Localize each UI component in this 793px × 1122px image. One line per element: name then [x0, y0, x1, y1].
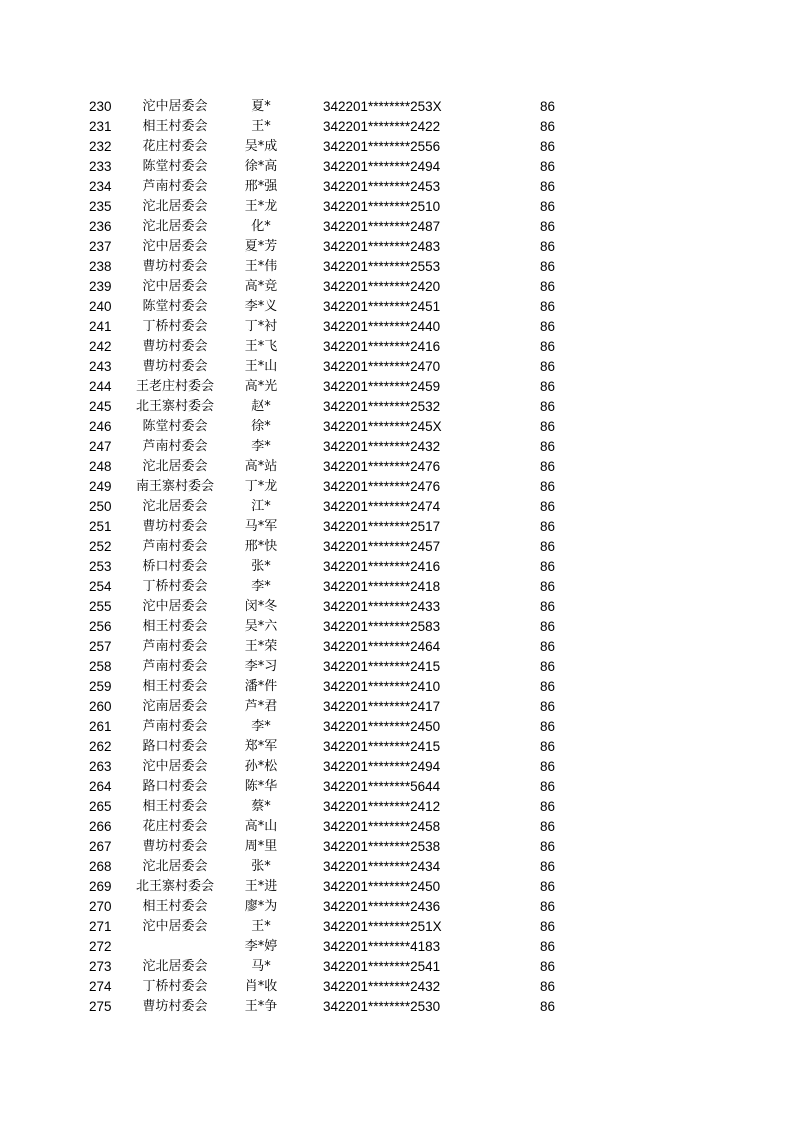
village-cell: 北王寨村委会: [135, 399, 214, 414]
village-cell: 曹坊村委会: [142, 359, 208, 374]
score-cell: 86: [540, 599, 556, 614]
row-number: 237: [89, 239, 112, 254]
village-cell: 花庄村委会: [142, 819, 208, 834]
village-cell: 曹坊村委会: [142, 519, 208, 534]
name-cell: 徐*高: [244, 159, 278, 174]
village-cell: 芦南村委会: [142, 659, 208, 674]
row-number: 265: [89, 799, 112, 814]
village-cell: 沱中居委会: [142, 599, 208, 614]
name-cell: 邢*强: [244, 179, 278, 194]
village-cell: 丁桥村委会: [142, 579, 208, 594]
table-row: [0, 817, 793, 837]
row-number: 270: [89, 899, 112, 914]
id-number-cell: 342201********2440: [323, 319, 441, 334]
score-cell: 86: [540, 999, 556, 1014]
name-cell: 化*: [251, 219, 271, 234]
score-cell: 86: [540, 219, 556, 234]
id-number-cell: 342201********2422: [323, 119, 441, 134]
name-cell: 丁*衬: [244, 319, 278, 334]
score-cell: 86: [540, 759, 556, 774]
name-cell: 李*习: [244, 659, 278, 674]
name-cell: 张*: [251, 859, 271, 874]
name-cell: 王*: [251, 919, 271, 934]
village-cell: 沱中居委会: [142, 279, 208, 294]
id-number-cell: 342201********2474: [323, 499, 441, 514]
table-row: [0, 317, 793, 337]
row-number: 272: [89, 939, 112, 954]
score-cell: 86: [540, 699, 556, 714]
id-number-cell: 342201********2433: [323, 599, 441, 614]
name-cell: 周*里: [244, 839, 278, 854]
id-number-cell: 342201********2432: [323, 439, 441, 454]
id-number-cell: 342201********2451: [323, 299, 441, 314]
village-cell: 王老庄村委会: [135, 379, 214, 394]
score-cell: 86: [540, 199, 556, 214]
village-cell: 芦南村委会: [142, 639, 208, 654]
table-row: [0, 697, 793, 717]
id-number-cell: 342201********2458: [323, 819, 441, 834]
name-cell: 赵*: [251, 399, 271, 414]
roster-table: [0, 97, 793, 1017]
row-number: 258: [89, 659, 112, 674]
id-number-cell: 342201********2470: [323, 359, 441, 374]
table-row: [0, 117, 793, 137]
name-cell: 芦*君: [244, 699, 278, 714]
name-cell: 李*婷: [244, 939, 278, 954]
score-cell: 86: [540, 879, 556, 894]
table-row: [0, 557, 793, 577]
name-cell: 肖*收: [244, 979, 278, 994]
village-cell: 路口村委会: [142, 739, 208, 754]
score-cell: 86: [540, 639, 556, 654]
row-number: 262: [89, 739, 112, 754]
score-cell: 86: [540, 739, 556, 754]
row-number: 249: [89, 479, 112, 494]
score-cell: 86: [540, 679, 556, 694]
village-cell: 沱中居委会: [142, 759, 208, 774]
name-cell: 李*: [251, 439, 271, 454]
row-number: 233: [89, 159, 112, 174]
id-number-cell: 342201********2410: [323, 679, 441, 694]
id-number-cell: 342201********253X: [323, 99, 442, 114]
village-cell: 相王村委会: [142, 619, 208, 634]
village-cell: 相王村委会: [142, 899, 208, 914]
table-row: [0, 137, 793, 157]
score-cell: 86: [540, 439, 556, 454]
id-number-cell: 342201********2415: [323, 659, 441, 674]
village-cell: 沱南居委会: [142, 699, 208, 714]
score-cell: 86: [540, 919, 556, 934]
table-row: [0, 477, 793, 497]
id-number-cell: 342201********2450: [323, 879, 441, 894]
row-number: 257: [89, 639, 112, 654]
village-cell: 桥口村委会: [142, 559, 208, 574]
row-number: 243: [89, 359, 112, 374]
table-row: [0, 97, 793, 117]
name-cell: 陈*华: [244, 779, 278, 794]
score-cell: 86: [540, 979, 556, 994]
id-number-cell: 342201********2532: [323, 399, 441, 414]
table-row: [0, 717, 793, 737]
table-row: [0, 897, 793, 917]
id-number-cell: 342201********2494: [323, 159, 441, 174]
row-number: 244: [89, 379, 112, 394]
row-number: 242: [89, 339, 112, 354]
name-cell: 高*山: [244, 819, 278, 834]
row-number: 245: [89, 399, 112, 414]
village-cell: 曹坊村委会: [142, 839, 208, 854]
table-row: [0, 377, 793, 397]
row-number: 230: [89, 99, 112, 114]
table-row: [0, 657, 793, 677]
row-number: 251: [89, 519, 112, 534]
village-cell: 沱北居委会: [142, 499, 208, 514]
name-cell: 江*: [251, 499, 271, 514]
table-row: [0, 757, 793, 777]
id-number-cell: 342201********2483: [323, 239, 441, 254]
name-cell: 王*飞: [244, 339, 278, 354]
row-number: 261: [89, 719, 112, 734]
name-cell: 孙*松: [244, 759, 278, 774]
village-cell: 芦南村委会: [142, 539, 208, 554]
name-cell: 高*站: [244, 459, 278, 474]
id-number-cell: 342201********2541: [323, 959, 441, 974]
table-row: [0, 277, 793, 297]
row-number: 255: [89, 599, 112, 614]
table-row: [0, 997, 793, 1017]
score-cell: 86: [540, 619, 556, 634]
name-cell: 王*龙: [244, 199, 278, 214]
village-cell: 沱北居委会: [142, 219, 208, 234]
village-cell: 沱北居委会: [142, 199, 208, 214]
row-number: 241: [89, 319, 112, 334]
id-number-cell: 342201********2556: [323, 139, 441, 154]
village-cell: 曹坊村委会: [142, 259, 208, 274]
name-cell: 王*: [251, 119, 271, 134]
table-row: [0, 737, 793, 757]
table-row: [0, 357, 793, 377]
row-number: 250: [89, 499, 112, 514]
id-number-cell: 342201********2432: [323, 979, 441, 994]
village-cell: 芦南村委会: [142, 719, 208, 734]
id-number-cell: 342201********2434: [323, 859, 441, 874]
id-number-cell: 342201********2517: [323, 519, 441, 534]
table-row: [0, 197, 793, 217]
name-cell: 徐*: [251, 419, 271, 434]
id-number-cell: 342201********2416: [323, 339, 441, 354]
village-cell: 北王寨村委会: [135, 879, 214, 894]
score-cell: 86: [540, 939, 556, 954]
name-cell: 廖*为: [244, 899, 278, 914]
score-cell: 86: [540, 559, 556, 574]
village-cell: 丁桥村委会: [142, 319, 208, 334]
row-number: 235: [89, 199, 112, 214]
row-number: 273: [89, 959, 112, 974]
table-row: [0, 237, 793, 257]
name-cell: 王*争: [244, 999, 278, 1014]
id-number-cell: 342201********2476: [323, 459, 441, 474]
id-number-cell: 342201********4183: [323, 939, 441, 954]
table-row: [0, 837, 793, 857]
score-cell: 86: [540, 319, 556, 334]
table-row: [0, 177, 793, 197]
score-cell: 86: [540, 959, 556, 974]
table-row: [0, 437, 793, 457]
row-number: 259: [89, 679, 112, 694]
row-number: 264: [89, 779, 112, 794]
table-row: [0, 917, 793, 937]
id-number-cell: 342201********2464: [323, 639, 441, 654]
table-row: [0, 457, 793, 477]
score-cell: 86: [540, 659, 556, 674]
name-cell: 郑*军: [244, 739, 278, 754]
row-number: 231: [89, 119, 112, 134]
score-cell: 86: [540, 339, 556, 354]
row-number: 256: [89, 619, 112, 634]
village-cell: 沱北居委会: [142, 959, 208, 974]
row-number: 248: [89, 459, 112, 474]
row-number: 246: [89, 419, 112, 434]
table-row: [0, 957, 793, 977]
table-row: [0, 157, 793, 177]
table-row: [0, 777, 793, 797]
row-number: 254: [89, 579, 112, 594]
village-cell: 沱中居委会: [142, 239, 208, 254]
village-cell: 曹坊村委会: [142, 999, 208, 1014]
table-row: [0, 397, 793, 417]
row-number: 275: [89, 999, 112, 1014]
score-cell: 86: [540, 239, 556, 254]
score-cell: 86: [540, 839, 556, 854]
score-cell: 86: [540, 259, 556, 274]
id-number-cell: 342201********2530: [323, 999, 441, 1014]
row-number: 238: [89, 259, 112, 274]
row-number: 263: [89, 759, 112, 774]
id-number-cell: 342201********2583: [323, 619, 441, 634]
village-cell: 花庄村委会: [142, 139, 208, 154]
table-row: [0, 937, 793, 957]
name-cell: 潘*件: [244, 679, 278, 694]
id-number-cell: 342201********2553: [323, 259, 441, 274]
row-number: 266: [89, 819, 112, 834]
row-number: 239: [89, 279, 112, 294]
row-number: 269: [89, 879, 112, 894]
table-row: [0, 597, 793, 617]
row-number: 232: [89, 139, 112, 154]
score-cell: 86: [540, 519, 556, 534]
name-cell: 夏*: [251, 99, 271, 114]
table-row: [0, 637, 793, 657]
name-cell: 吴*成: [244, 139, 278, 154]
name-cell: 马*军: [244, 519, 278, 534]
table-row: [0, 297, 793, 317]
id-number-cell: 342201********2510: [323, 199, 441, 214]
row-number: 252: [89, 539, 112, 554]
row-number: 268: [89, 859, 112, 874]
id-number-cell: 342201********2453: [323, 179, 441, 194]
score-cell: 86: [540, 279, 556, 294]
score-cell: 86: [540, 379, 556, 394]
name-cell: 王*伟: [244, 259, 278, 274]
village-cell: 相王村委会: [142, 799, 208, 814]
score-cell: 86: [540, 299, 556, 314]
row-number: 236: [89, 219, 112, 234]
row-number: 271: [89, 919, 112, 934]
score-cell: 86: [540, 819, 556, 834]
table-row: [0, 977, 793, 997]
score-cell: 86: [540, 899, 556, 914]
name-cell: 王*山: [244, 359, 278, 374]
score-cell: 86: [540, 119, 556, 134]
score-cell: 86: [540, 719, 556, 734]
table-row: [0, 617, 793, 637]
id-number-cell: 342201********2494: [323, 759, 441, 774]
score-cell: 86: [540, 159, 556, 174]
score-cell: 86: [540, 859, 556, 874]
name-cell: 李*: [251, 579, 271, 594]
table-row: [0, 517, 793, 537]
id-number-cell: 342201********2450: [323, 719, 441, 734]
village-cell: 沱北居委会: [142, 459, 208, 474]
village-cell: 陈堂村委会: [142, 419, 208, 434]
name-cell: 马*: [251, 959, 271, 974]
village-cell: 沱北居委会: [142, 859, 208, 874]
table-row: [0, 797, 793, 817]
village-cell: 芦南村委会: [142, 439, 208, 454]
village-cell: 曹坊村委会: [142, 339, 208, 354]
score-cell: 86: [540, 139, 556, 154]
id-number-cell: 342201********251X: [323, 919, 442, 934]
row-number: 234: [89, 179, 112, 194]
name-cell: 高*光: [244, 379, 278, 394]
score-cell: 86: [540, 99, 556, 114]
score-cell: 86: [540, 799, 556, 814]
table-row: [0, 217, 793, 237]
id-number-cell: 342201********5644: [323, 779, 441, 794]
id-number-cell: 342201********2487: [323, 219, 441, 234]
score-cell: 86: [540, 419, 556, 434]
village-cell: 路口村委会: [142, 779, 208, 794]
id-number-cell: 342201********2538: [323, 839, 441, 854]
id-number-cell: 342201********2416: [323, 559, 441, 574]
name-cell: 李*: [251, 719, 271, 734]
id-number-cell: 342201********2436: [323, 899, 441, 914]
table-row: [0, 677, 793, 697]
row-number: 240: [89, 299, 112, 314]
name-cell: 王*进: [244, 879, 278, 894]
score-cell: 86: [540, 179, 556, 194]
id-number-cell: 342201********2418: [323, 579, 441, 594]
score-cell: 86: [540, 579, 556, 594]
score-cell: 86: [540, 499, 556, 514]
village-cell: 丁桥村委会: [142, 979, 208, 994]
id-number-cell: 342201********2420: [323, 279, 441, 294]
village-cell: 沱中居委会: [142, 99, 208, 114]
name-cell: 高*竞: [244, 279, 278, 294]
village-cell: 陈堂村委会: [142, 299, 208, 314]
village-cell: 陈堂村委会: [142, 159, 208, 174]
row-number: 274: [89, 979, 112, 994]
village-cell: 相王村委会: [142, 679, 208, 694]
name-cell: 丁*龙: [244, 479, 278, 494]
village-cell: 相王村委会: [142, 119, 208, 134]
table-row: [0, 877, 793, 897]
id-number-cell: 342201********2459: [323, 379, 441, 394]
village-cell: 沱中居委会: [142, 919, 208, 934]
name-cell: 蔡*: [251, 799, 271, 814]
village-cell: 南王寨村委会: [135, 479, 214, 494]
id-number-cell: 342201********2457: [323, 539, 441, 554]
score-cell: 86: [540, 399, 556, 414]
table-row: [0, 857, 793, 877]
name-cell: 邢*快: [244, 539, 278, 554]
score-cell: 86: [540, 539, 556, 554]
name-cell: 吴*六: [244, 619, 278, 634]
score-cell: 86: [540, 479, 556, 494]
table-row: [0, 497, 793, 517]
table-row: [0, 337, 793, 357]
name-cell: 张*: [251, 559, 271, 574]
id-number-cell: 342201********2415: [323, 739, 441, 754]
id-number-cell: 342201********2417: [323, 699, 441, 714]
id-number-cell: 342201********2412: [323, 799, 441, 814]
id-number-cell: 342201********2476: [323, 479, 441, 494]
table-row: [0, 537, 793, 557]
village-cell: 芦南村委会: [142, 179, 208, 194]
id-number-cell: 342201********245X: [323, 419, 442, 434]
table-row: [0, 257, 793, 277]
table-row: [0, 417, 793, 437]
row-number: 247: [89, 439, 112, 454]
name-cell: 闵*冬: [244, 599, 278, 614]
score-cell: 86: [540, 459, 556, 474]
name-cell: 夏*芳: [244, 239, 278, 254]
table-row: [0, 577, 793, 597]
score-cell: 86: [540, 359, 556, 374]
name-cell: 李*义: [244, 299, 278, 314]
name-cell: 王*荣: [244, 639, 278, 654]
row-number: 260: [89, 699, 112, 714]
row-number: 253: [89, 559, 112, 574]
score-cell: 86: [540, 779, 556, 794]
row-number: 267: [89, 839, 112, 854]
